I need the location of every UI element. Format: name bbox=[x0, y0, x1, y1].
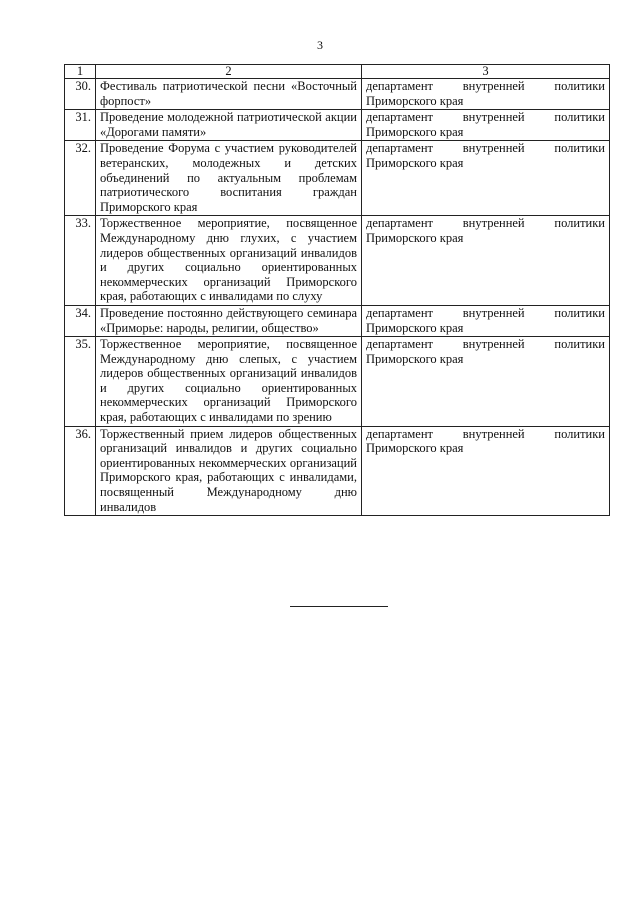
event-description: Проведение молодежной патриотической акции «Дорогами памяти» bbox=[96, 110, 362, 141]
row-number: 31. bbox=[65, 110, 96, 141]
end-of-document-rule bbox=[290, 606, 388, 607]
row-number: 33. bbox=[65, 216, 96, 306]
department-region: Приморского края bbox=[366, 441, 464, 456]
responsible-department bbox=[362, 79, 610, 110]
events-table bbox=[64, 64, 610, 516]
responsible-department bbox=[362, 141, 610, 216]
row-number: 34. bbox=[65, 305, 96, 336]
table-row bbox=[65, 79, 610, 110]
column-header-responsible: 3 bbox=[362, 65, 610, 79]
responsible-department bbox=[362, 337, 610, 427]
responsible-department bbox=[362, 426, 610, 516]
responsible-department bbox=[362, 110, 610, 141]
event-description: Проведение Форума с участием руководителей ветеранских, молодежных и детских объединений по актуальным проблемам патриотического воспитания граждан Приморского края bbox=[96, 141, 362, 216]
event-description: Торжественное мероприятие, посвященное Международному дню слепых, с участием лидеров общественных организаций инвалидов и других социально ориентированных некоммерческих организаций Приморского края, работающих с инвалидами по зрению bbox=[96, 337, 362, 427]
table-row bbox=[65, 305, 610, 336]
table-row bbox=[65, 426, 610, 516]
row-number: 30. bbox=[65, 79, 96, 110]
responsible-department bbox=[362, 216, 610, 306]
event-description: Торжественное мероприятие, посвященное Международному дню глухих, с участием лидеров общественных организаций инвалидов и других социально ориентированных некоммерческих организаций Приморского края, работающих с инвалидами по слуху bbox=[96, 216, 362, 306]
department-region: Приморского края bbox=[366, 351, 464, 366]
table-row bbox=[65, 110, 610, 141]
table-row bbox=[65, 337, 610, 427]
event-description: Торжественный прием лидеров общественных организаций инвалидов и других социально ориентированных некоммерческих организаций Приморского края, работающих с инвалидами, посвященный Международному дню инвалидов bbox=[96, 426, 362, 516]
row-number: 35. bbox=[65, 337, 96, 427]
department-name: департамент внутренней политики bbox=[366, 141, 605, 156]
department-name: департамент внутренней политики bbox=[366, 426, 605, 441]
department-region: Приморского края bbox=[366, 124, 464, 139]
department-name: департамент внутренней политики bbox=[366, 216, 605, 231]
event-description: Проведение постоянно действующего семинара «Приморье: народы, религии, общество» bbox=[96, 305, 362, 336]
column-header-event: 2 bbox=[96, 65, 362, 79]
responsible-department bbox=[362, 305, 610, 336]
department-name: департамент внутренней политики bbox=[366, 337, 605, 352]
department-region: Приморского края bbox=[366, 155, 464, 170]
event-description: Фестиваль патриотической песни «Восточный форпост» bbox=[96, 79, 362, 110]
column-header-number: 1 bbox=[65, 65, 96, 79]
department-name: департамент внутренней политики bbox=[366, 79, 605, 93]
table-row bbox=[65, 141, 610, 216]
department-region: Приморского края bbox=[366, 230, 464, 245]
row-number: 32. bbox=[65, 141, 96, 216]
table-row bbox=[65, 216, 610, 306]
department-name: департамент внутренней политики bbox=[366, 305, 605, 320]
department-region: Приморского края bbox=[366, 320, 464, 335]
page-number: 3 bbox=[317, 38, 323, 52]
table-header-row bbox=[65, 65, 610, 79]
department-name: департамент внутренней политики bbox=[366, 110, 605, 125]
department-region: Приморского края bbox=[366, 93, 464, 108]
row-number: 36. bbox=[65, 426, 96, 516]
